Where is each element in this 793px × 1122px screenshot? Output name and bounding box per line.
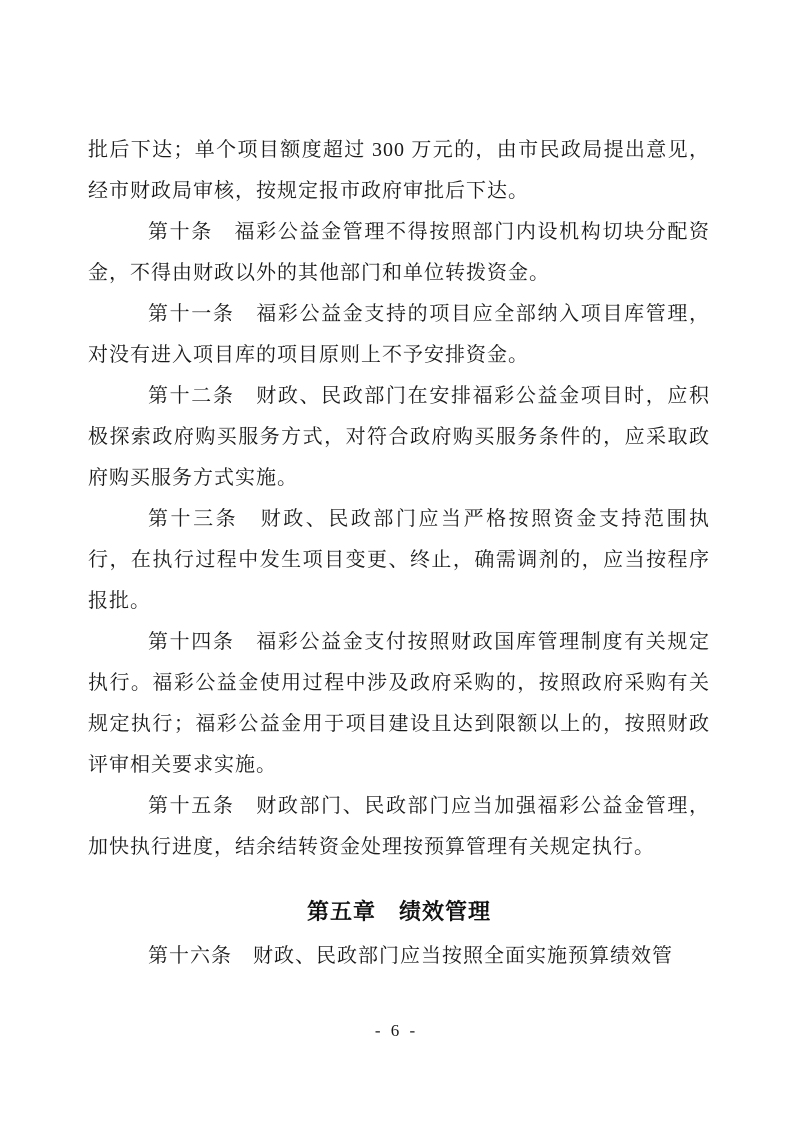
chapter-heading-5: 第五章 绩效管理: [306, 899, 491, 924]
paragraph-continuation: 批后下达；单个项目额度超过 300 万元的，由市民政局提出意见，经市财政局审核，按规定报市政府审批后下达。: [88, 139, 710, 202]
page-footer: [0, 1020, 793, 1042]
paragraph-article-12: 第十二条 财政、民政部门在安排福彩公益金项目时，应积极探索政府购买服务方式，对符合政府购买服务条件的，应采取政府购买服务方式实施。: [88, 385, 710, 489]
paragraph-article-16: 第十六条 财政、民政部门应当按照全面实施预算绩效管: [148, 945, 673, 967]
paragraph-article-13: 第十三条 财政、民政部门应当严格按照资金支持范围执行，在执行过程中发生项目变更、终止，确需调剂的，应当按程序报批。: [88, 508, 710, 612]
paragraph-article-15: 第十五条 财政部门、民政部门应当加强福彩公益金管理，加快执行进度，结余结转资金处理按预算管理有关规定执行。: [88, 795, 710, 858]
paragraph-article-11: 第十一条 福彩公益金支持的项目应全部纳入项目库管理，对没有进入项目库的项目原则上不予安排资金。: [88, 303, 710, 366]
page-number: - 6 -: [374, 1021, 419, 1040]
paragraph-article-10: 第十条 福彩公益金管理不得按照部门内设机构切块分配资金，不得由财政以外的其他部门和单位转拨资金。: [88, 221, 710, 284]
paragraph-article-14: 第十四条 福彩公益金支付按照财政国库管理制度有关规定执行。福彩公益金使用过程中涉及政府采购的，按照政府采购有关规定执行；福彩公益金用于项目建设且达到限额以上的，按照财政评审相关要求实施。: [88, 631, 710, 776]
document-body: [88, 130, 710, 977]
